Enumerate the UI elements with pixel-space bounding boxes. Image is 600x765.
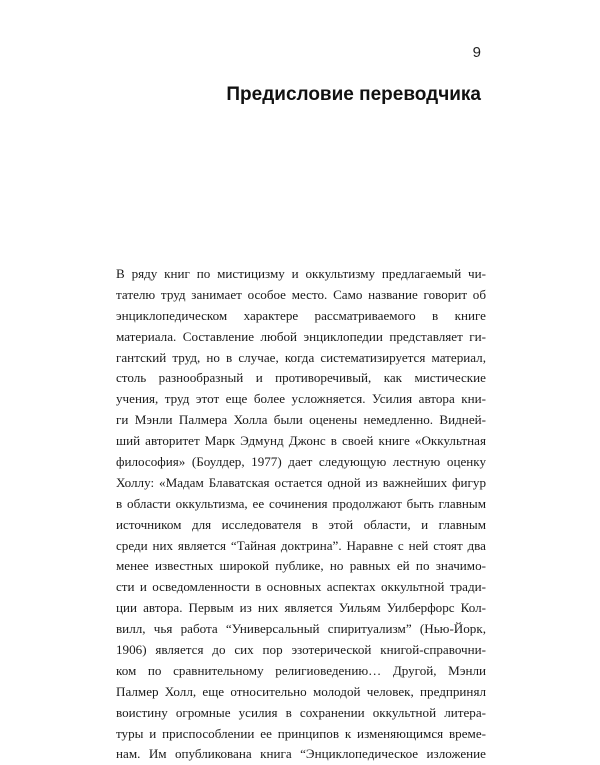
text-line: гантский труд, но в случае, когда систематизируется материал, [116, 349, 486, 365]
chapter-title: Предисловие переводчика [226, 84, 481, 105]
text-line: столь разнообразный и противоречивый, как мистические [116, 370, 486, 386]
text-line: учения, труд этот еще более усложняется. Усилия автора кни- [116, 391, 486, 407]
text-line: менее известных широкой публике, но равных ей по значимо- [116, 558, 486, 574]
text-line: Холлу: «Мадам Блаватская остается одной из важнейших фигур [116, 474, 486, 490]
text-line: вилл, чья работа “Универсальный спиритуализм” (Нью-Йорк, [116, 621, 486, 637]
text-line: среди них является “Тайная доктрина”. Наравне с ней стоят два [116, 537, 486, 553]
text-line: Палмер Холл, еще относительно молодой человек, предпринял [116, 683, 486, 699]
text-line: туры и приспособлении ее принципов к изменяющимся време- [116, 725, 486, 741]
text-line: 1906) является до сих пор эзотерической книгой-справочни- [116, 642, 486, 658]
text-line: философия» (Боулдер, 1977) дает следующую лестную оценку [116, 454, 486, 470]
text-line: ком по сравнительному религиоведению… Другой, Мэнли [116, 662, 486, 678]
text-line: В ряду книг по мистицизму и оккультизму предлагаемый чи- [116, 266, 486, 281]
text-line: тателю труд занимает особое место. Само название говорит об [116, 286, 486, 302]
text-line: источником для исследователя в этой области, и главным [116, 516, 486, 532]
text-line: ги Мэнли Палмера Холла были оценены немедленно. Видней- [116, 412, 486, 428]
body-text [116, 264, 486, 765]
text-line: энциклопедическом характере рассматриваемого в книге [116, 307, 486, 323]
text-line: ший авторитет Марк Эдмунд Джонс в своей книге «Оккультная [116, 433, 486, 449]
page-number: 9 [472, 44, 481, 61]
text-line: материала. Составление любой энциклопедии представляет ги- [116, 328, 486, 344]
text-line: ции автора. Первым из них является Уильям Уилберфорс Кол- [116, 600, 486, 616]
text-line: воистину огромные усилия в сохранении оккультной литера- [116, 704, 486, 720]
text-line: сти и осведомленности в основных аспектах оккультной тради- [116, 579, 486, 595]
text-line: нам. Им опубликована книга “Энциклопедическое изложение [116, 746, 486, 762]
text-line: в области оккультизма, ее сочинения продолжают быть главным [116, 495, 486, 511]
